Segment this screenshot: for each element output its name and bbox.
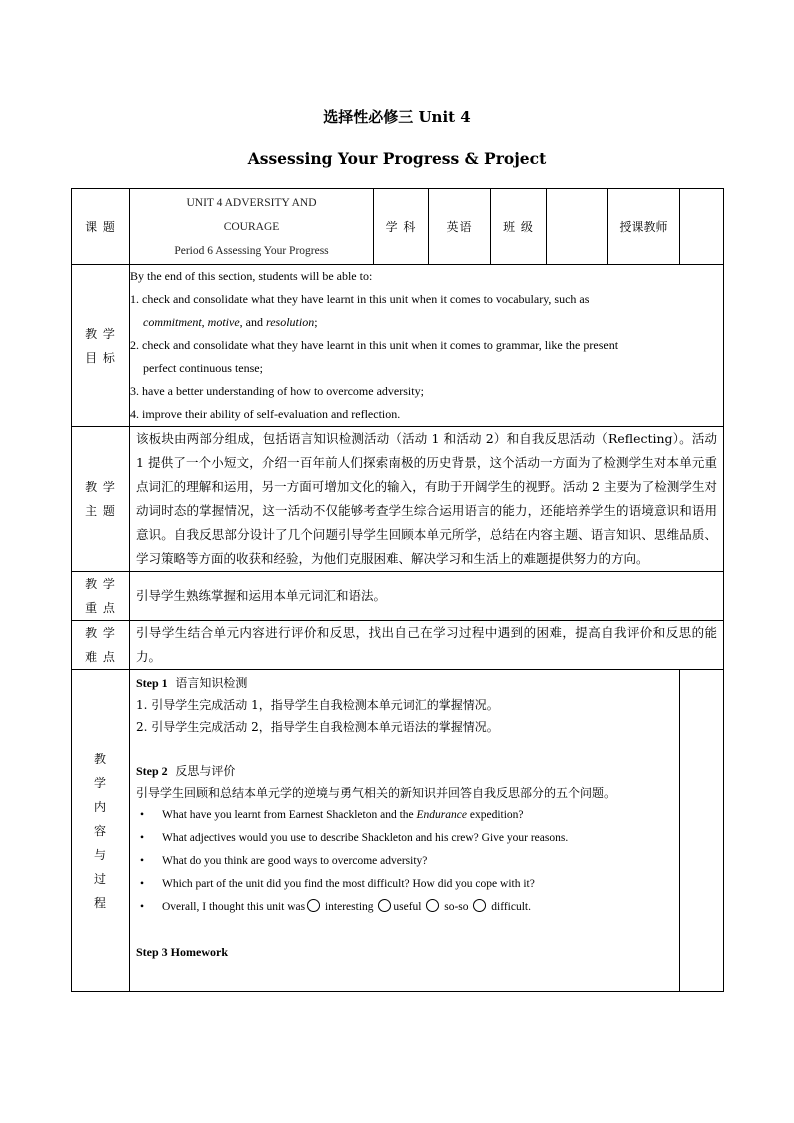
process-row bbox=[72, 670, 724, 992]
topic-line-3: Period 6 Assessing Your Progress bbox=[174, 244, 329, 257]
question-1: • What have you learnt from Earnest Shackleton and the Endurance expedition? bbox=[140, 809, 524, 821]
step1-item-1: 1. 引导学生完成活动 1，指导学生自我检测本单元词汇的掌握情况。 bbox=[136, 698, 499, 712]
label-theme: 教 学 主 题 bbox=[72, 427, 130, 572]
goals-intro: By the end of this section, students will be able to: bbox=[130, 269, 373, 283]
question-5: • Overall, I thought this unit was interesting useful so-so difficult. bbox=[140, 901, 531, 913]
page-title: 选择性必修三 Unit 4 bbox=[323, 108, 471, 126]
question-4: • Which part of the unit did you find the most difficult? How did you cope with it? bbox=[140, 878, 535, 890]
label-subject: 学 科 bbox=[374, 189, 429, 265]
goals-item-3: 3. have a better understanding of how to overcome adversity; bbox=[130, 384, 424, 398]
lesson-plan-table bbox=[71, 188, 724, 992]
goals-item-2: 2. check and consolidate what they have learnt in this unit when it comes to grammar, like the present bbox=[130, 338, 619, 352]
subject-value: 英语 bbox=[429, 189, 491, 265]
theme-content: 该板块由两部分组成，包括语言知识检测活动（活动 1 和活动 2）和自我反思活动（Reflecting）。活动 1 提供了一个小短文，介绍一百年前人们探索南极的历史背景，这个活动一方面为了检测学生对本单元重点词汇的理解和运用，另一方面可增加文化的输入，有助于开阔学生的视野。活动 2 主要为了检测学生对动词时态的掌握情况，这一活动不仅能够考查学生综合运用语言的能力，还能培养学生的语境意识和语用意识。自我反思部分设计了几个问题引导学生回顾本单元所学，总结在内容主题、语言知识、思维品质、学习策略等方面的收获和经验，为他们克服困难、解决学习和生活上的难题提供努力的方向。 bbox=[130, 427, 724, 572]
question-3: • What do you think are good ways to overcome adversity? bbox=[140, 855, 428, 867]
step2-text: 引导学生回顾和总结本单元学的逆境与勇气相关的新知识并回答自我反思部分的五个问题。 bbox=[136, 786, 617, 800]
difficulties-content: 引导学生结合单元内容进行评价和反思，找出自己在学习过程中遇到的困难，提高自我评价和反思的能力。 bbox=[130, 621, 724, 670]
goals-item-1: 1. check and consolidate what they have learnt in this unit when it comes to vocabulary, such as bbox=[130, 292, 590, 306]
label-teacher: 授课教师 bbox=[608, 189, 680, 265]
goals-item-2-cont: perfect continuous tense; bbox=[143, 361, 263, 375]
step1-heading: Step 1 语言知识检测 bbox=[136, 676, 248, 690]
page-subtitle: Assessing Your Progress & Project bbox=[247, 149, 547, 168]
step1-item-2: 2. 引导学生完成活动 2，指导学生自我检测本单元语法的掌握情况。 bbox=[136, 720, 499, 734]
goals-item-4: 4. improve their ability of self-evaluation and reflection. bbox=[130, 407, 401, 421]
label-difficulties: 教 学 难 点 bbox=[72, 621, 130, 670]
step2-heading: Step 2 反思与评价 bbox=[136, 764, 236, 778]
label-key-points: 教 学 重 点 bbox=[72, 572, 130, 621]
question-2: • What adjectives would you use to describe Shackleton and his crew? Give your reasons. bbox=[140, 832, 569, 844]
goals-item-1-cont: commitment, motive, and resolution; bbox=[143, 315, 318, 329]
option-circle-difficult[interactable] bbox=[473, 899, 486, 912]
key-points-content: 引导学生熟练掌握和运用本单元词汇和语法。 bbox=[130, 572, 724, 621]
difficulties-row bbox=[72, 621, 724, 670]
label-topic: 课 题 bbox=[72, 189, 130, 265]
topic-line-1: UNIT 4 ADVERSITY AND bbox=[186, 196, 317, 209]
header-row bbox=[72, 189, 724, 265]
label-class: 班 级 bbox=[491, 189, 547, 265]
goals-content bbox=[130, 265, 724, 427]
theme-row bbox=[72, 427, 724, 572]
process-content bbox=[130, 670, 724, 992]
label-process: 教 学 内 容 与 过 程 bbox=[72, 670, 130, 992]
class-value bbox=[547, 189, 608, 265]
option-circle-interesting[interactable] bbox=[307, 899, 320, 912]
key-points-row bbox=[72, 572, 724, 621]
topic-line-2: COURAGE bbox=[223, 220, 280, 233]
option-circle-so-so[interactable] bbox=[426, 899, 439, 912]
label-goals: 教 学 目 标 bbox=[72, 265, 130, 427]
option-circle-useful[interactable] bbox=[378, 899, 391, 912]
teacher-value bbox=[680, 189, 724, 265]
step3-heading: Step 3 Homework bbox=[136, 945, 228, 959]
goals-row bbox=[72, 265, 724, 427]
topic-cell bbox=[130, 189, 374, 265]
